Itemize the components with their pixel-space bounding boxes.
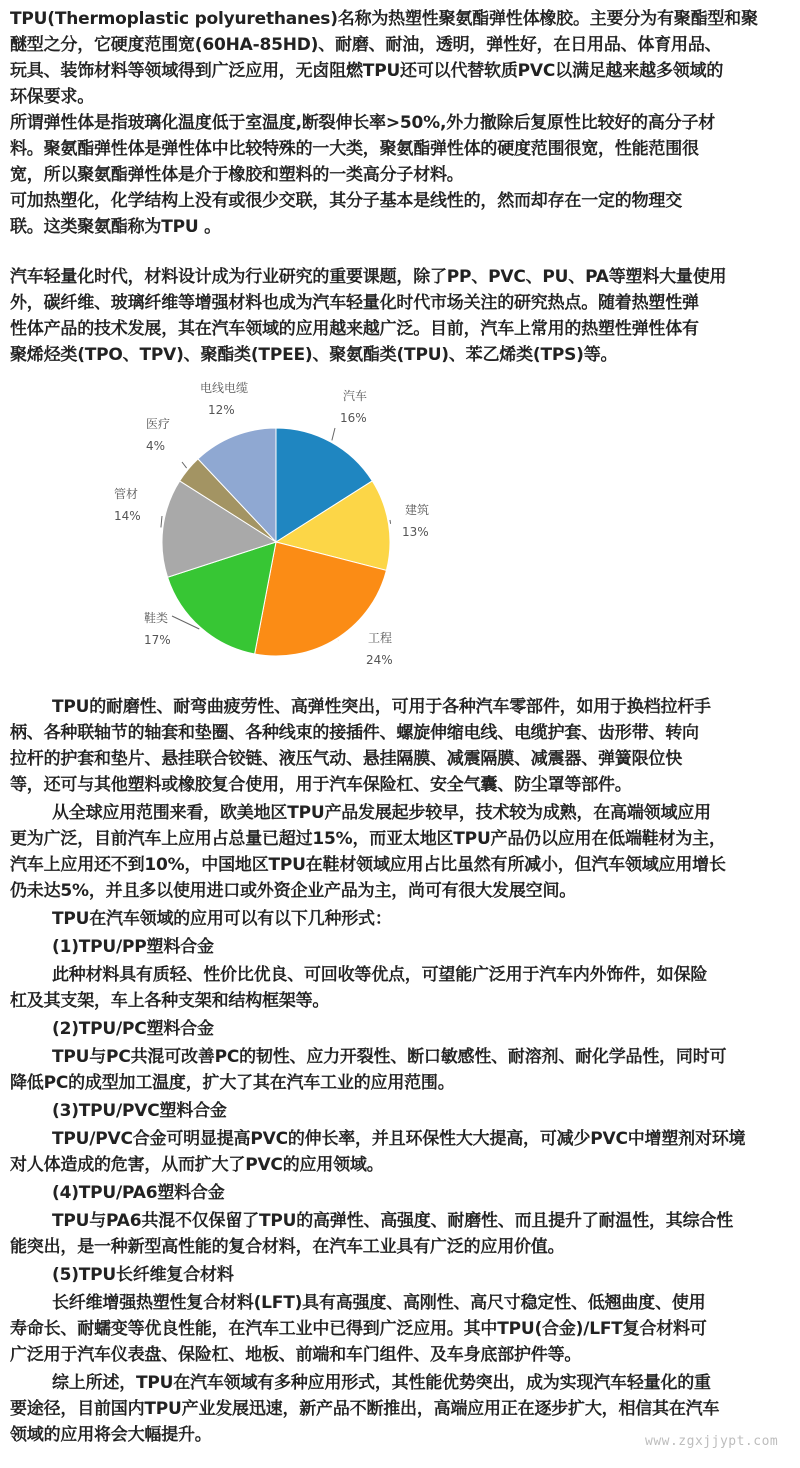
body-line: TPU的耐磨性、耐弯曲疲劳性、高弹性突出，可用于各种汽车零部件，如用于换档拉杆手 bbox=[52, 697, 711, 717]
body-line: 领域的应用将会大幅提升。 bbox=[10, 1425, 212, 1445]
intro-line: 宽，所以聚氨酯弹性体是介于橡胶和塑料的一类高分子材料。 bbox=[10, 165, 464, 185]
slice-percent-label: 12% bbox=[208, 403, 235, 417]
intro-line: 醚型之分，它硬度范围宽(60HA-85HD)、耐磨、耐油，透明，弹性好，在日用品、体育用品、 bbox=[10, 35, 722, 55]
body-line: (2)TPU/PC塑料合金 bbox=[52, 1019, 214, 1039]
slice-category-label: 工程 bbox=[368, 631, 393, 645]
body-line: 柄、各种联轴节的轴套和垫圈、各种线束的接插件、螺旋伸缩电线、电缆护套、齿形带、转向 bbox=[10, 723, 699, 743]
application-pie-chart bbox=[100, 378, 460, 678]
slice-category-label: 电线电缆 bbox=[200, 381, 249, 395]
body-line: 对人体造成的危害，从而扩大了PVC的应用领域。 bbox=[10, 1155, 384, 1175]
body-line: 长纤维增强热塑性复合材料(LFT)具有高强度、高刚性、高尺寸稳定性、低翘曲度、使用 bbox=[52, 1293, 706, 1313]
body-line: 更为广泛，目前汽车上应用占总量已超过15%，而亚太地区TPU产品仍以应用在低端鞋材为主， bbox=[10, 829, 726, 849]
body-line: 仍未达5%，并且多以使用进口或外资企业产品为主，尚可有很大发展空间。 bbox=[10, 881, 577, 901]
slice-category-label: 医疗 bbox=[146, 417, 171, 431]
body-line: (1)TPU/PP塑料合金 bbox=[52, 937, 214, 957]
intro-line: 环保要求。 bbox=[10, 87, 94, 107]
body-line: 从全球应用范围来看，欧美地区TPU产品发展起步较早，技术较为成熟，在高端领域应用 bbox=[52, 803, 711, 823]
body-line: 综上所述，TPU在汽车领域有多种应用形式，其性能优势突出，成为实现汽车轻量化的重 bbox=[52, 1373, 711, 1393]
lightweight-line: 性体产品的技术发展，其在汽车领域的应用越来越广泛。目前，汽车上常用的热塑性弹性体有 bbox=[10, 319, 699, 339]
leader-line bbox=[161, 516, 162, 527]
intro-line: 联。这类聚氨酯称为TPU 。 bbox=[10, 217, 221, 237]
body-line: 广泛用于汽车仪表盘、保险杠、地板、前端和车门组件、及车身底部护件等。 bbox=[10, 1345, 582, 1365]
lightweight-line: 聚烯烃类(TPO、TPV)、聚酯类(TPEE)、聚氨酯类(TPU)、苯乙烯类(TPS)等。 bbox=[10, 345, 618, 365]
body-line: 要途径，目前国内TPU产业发展迅速，新产品不断推出，高端应用正在逐步扩大，相信其在汽车 bbox=[10, 1399, 720, 1419]
slice-category-label: 管材 bbox=[114, 487, 139, 501]
body-line: 降低PC的成型加工温度，扩大了其在汽车工业的应用范围。 bbox=[10, 1073, 455, 1093]
body-line: 能突出，是一种新型高性能的复合材料，在汽车工业具有广泛的应用价值。 bbox=[10, 1237, 565, 1257]
intro-line: 玩具、装饰材料等领域得到广泛应用，无卤阻燃TPU还可以代替软质PVC以满足越来越多领域的 bbox=[10, 61, 724, 81]
body-line: 拉杆的护套和垫片、悬挂联合铰链、液压气动、悬挂隔膜、减震隔膜、减震器、弹簧限位快 bbox=[10, 749, 682, 769]
leader-line bbox=[182, 462, 187, 468]
intro-line: 所谓弹性体是指玻璃化温度低于室温度,断裂伸长率>50%,外力撤除后复原性比较好的高分子材 bbox=[10, 113, 716, 133]
body-line: (5)TPU长纤维复合材料 bbox=[52, 1265, 234, 1285]
slice-percent-label: 13% bbox=[402, 525, 429, 539]
slice-percent-label: 4% bbox=[146, 439, 166, 453]
body-line: 寿命长、耐蠕变等优良性能，在汽车工业中已得到广泛应用。其中TPU(合金)/LFT复合材料可 bbox=[10, 1319, 707, 1339]
slice-percent-label: 24% bbox=[366, 653, 393, 667]
body-line: TPU与PC共混可改善PC的韧性、应力开裂性、断口敏感性、耐溶剂、耐化学品性，同时可 bbox=[52, 1047, 727, 1067]
slice-percent-label: 14% bbox=[114, 509, 141, 523]
body-line: 汽车上应用还不到10%，中国地区TPU在鞋材领域应用占比虽然有所减小，但汽车领域应用增长 bbox=[10, 855, 726, 875]
slice-category-label: 建筑 bbox=[405, 503, 430, 517]
intro-line: 料。聚氨酯弹性体是弹性体中比较特殊的一大类，聚氨酯弹性体的硬度范围很宽，性能范围很 bbox=[10, 139, 699, 159]
lightweight-line: 外，碳纤维、玻璃纤维等增强材料也成为汽车轻量化时代市场关注的研究热点。随着热塑性弹 bbox=[10, 293, 699, 313]
leader-line bbox=[390, 520, 391, 524]
body-line: 此种材料具有质轻、性价比优良、可回收等优点，可望能广泛用于汽车内外饰件，如保险 bbox=[52, 965, 708, 985]
body-line: (4)TPU/PA6塑料合金 bbox=[52, 1183, 225, 1203]
intro-line: 可加热塑化，化学结构上没有或很少交联，其分子基本是线性的，然而却存在一定的物理交 bbox=[10, 191, 682, 211]
body-line: TPU与PA6共混不仅保留了TPU的高弹性、高强度、耐磨性、而且提升了耐温性，其综合性 bbox=[52, 1211, 734, 1231]
watermark: www.zgxjjypt.com bbox=[645, 1434, 779, 1449]
slice-category-label: 鞋类 bbox=[144, 611, 169, 625]
body-line: TPU在汽车领域的应用可以有以下几种形式： bbox=[52, 909, 392, 929]
body-line: TPU/PVC合金可明显提高PVC的伸长率，并且环保性大大提高，可减少PVC中增塑剂对环境 bbox=[52, 1129, 746, 1149]
body-line: 等，还可与其他塑料或橡胶复合使用，用于汽车保险杠、安全气囊、防尘罩等部件。 bbox=[10, 775, 632, 795]
slice-category-label: 汽车 bbox=[343, 389, 368, 403]
leader-line bbox=[332, 428, 335, 440]
slice-percent-label: 17% bbox=[144, 633, 171, 647]
intro-line: TPU(Thermoplastic polyurethanes)名称为热塑性聚氨酯弹性体橡胶。主要分为有聚酯型和聚 bbox=[10, 9, 758, 29]
body-line: (3)TPU/PVC塑料合金 bbox=[52, 1101, 227, 1121]
slice-percent-label: 16% bbox=[340, 411, 367, 425]
pie-chart-svg bbox=[100, 378, 460, 678]
body-line: 杠及其支架，车上各种支架和结构框架等。 bbox=[10, 991, 330, 1011]
lightweight-line: 汽车轻量化时代，材料设计成为行业研究的重要课题，除了PP、PVC、PU、PA等塑料大量使用 bbox=[10, 267, 727, 287]
